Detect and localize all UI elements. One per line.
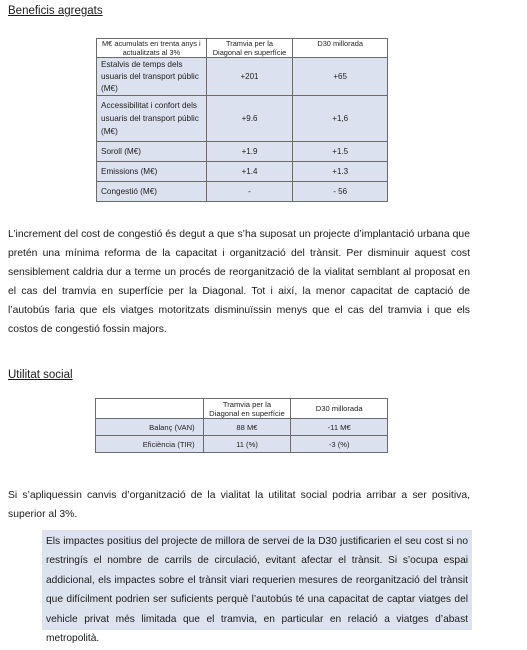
cell-value: +1.5	[293, 142, 388, 162]
header-cell: M€ acumulats en trenta anys i actualitzats al 3%	[97, 39, 207, 58]
table-row	[97, 58, 388, 96]
row-label: Eficiència (TIR)	[96, 436, 204, 453]
heading-beneficis: Beneficis agregats	[8, 5, 103, 17]
table-row	[97, 142, 388, 162]
cell-value: 11 (%)	[203, 436, 291, 453]
header-cell: D30 millorada	[293, 39, 388, 58]
row-label: Emissions (M€)	[97, 162, 207, 182]
table-row	[97, 96, 388, 142]
highlight-text: Els impactes positius del projecte de millora de servei de la D30 justificarien el seu cost si no restringís el nombre de carrils de circulació, evitant afectar el trànsit. Si s’ocupa espai addicional, els impactes sobre el trànsit viari requerien mesures de reorganització del trànsit que difícilment podrien ser suficients perquè l’autobús té una capacitat de captar viatges del vehicle privat més limitada que el tramvia, en particular en relació a viatges d’abast metropolità.	[46, 536, 468, 645]
cell-value: +1.4	[206, 162, 293, 182]
cell-value: +201	[206, 58, 293, 96]
header-cell	[96, 399, 204, 419]
table-header-row	[97, 39, 388, 58]
header-cell: Tramvia per la Diagonal en superfície	[203, 399, 291, 419]
cell-value: -	[206, 182, 293, 202]
row-label: Accessibilitat i confort dels usuaris del transport públic (M€)	[97, 96, 207, 142]
table-header-row	[96, 399, 388, 419]
social-utility-table	[95, 398, 388, 453]
highlight-box	[42, 530, 472, 645]
paragraph-congestio: L’increment del cost de congestió és degut a que s’ha suposat un projecte d’implantació urbana que pretén una mínima reforma de la capacitat i organització del trànsit. Per disminuir aquest cost sensiblement caldria dur a terme un procés de reorganització de la vialitat semblant al proposat en el cas del tramvia en superfície per la Diagonal. Tot i així, la menor capacitat de captació de l’autobús faria que els viatges motoritzats disminuïssin menys que el cas del tramvia i que els costos de congestió fossin majors.	[8, 229, 470, 335]
paragraph-utilitat: Si s’apliquessin canvis d’organització de la vialitat la utilitat social podria arribar a ser positiva, superior al 3%.	[8, 490, 470, 520]
table-row	[96, 436, 388, 453]
header-cell: D30 millorada	[291, 399, 388, 419]
row-label: Soroll (M€)	[97, 142, 207, 162]
row-label: Estalvis de temps dels usuaris del transport públic (M€)	[97, 58, 207, 96]
cell-value: +9.6	[206, 96, 293, 142]
cell-value: +1.9	[206, 142, 293, 162]
benefits-table	[96, 38, 388, 202]
cell-value: +1.3	[293, 162, 388, 182]
row-label: Congestió (M€)	[97, 182, 207, 202]
cell-value: -11 M€	[291, 419, 388, 436]
table-row	[97, 162, 388, 182]
header-cell: Tramvia per la Diagonal en superfície	[206, 39, 293, 58]
cell-value: - 56	[293, 182, 388, 202]
cell-value: 88 M€	[203, 419, 291, 436]
heading-utilitat-social: Utilitat social	[8, 369, 73, 381]
table-row	[97, 182, 388, 202]
cell-value: -3 (%)	[291, 436, 388, 453]
table-row	[96, 419, 388, 436]
cell-value: +65	[293, 58, 388, 96]
cell-value: +1,6	[293, 96, 388, 142]
row-label: Balanç (VAN)	[96, 419, 204, 436]
